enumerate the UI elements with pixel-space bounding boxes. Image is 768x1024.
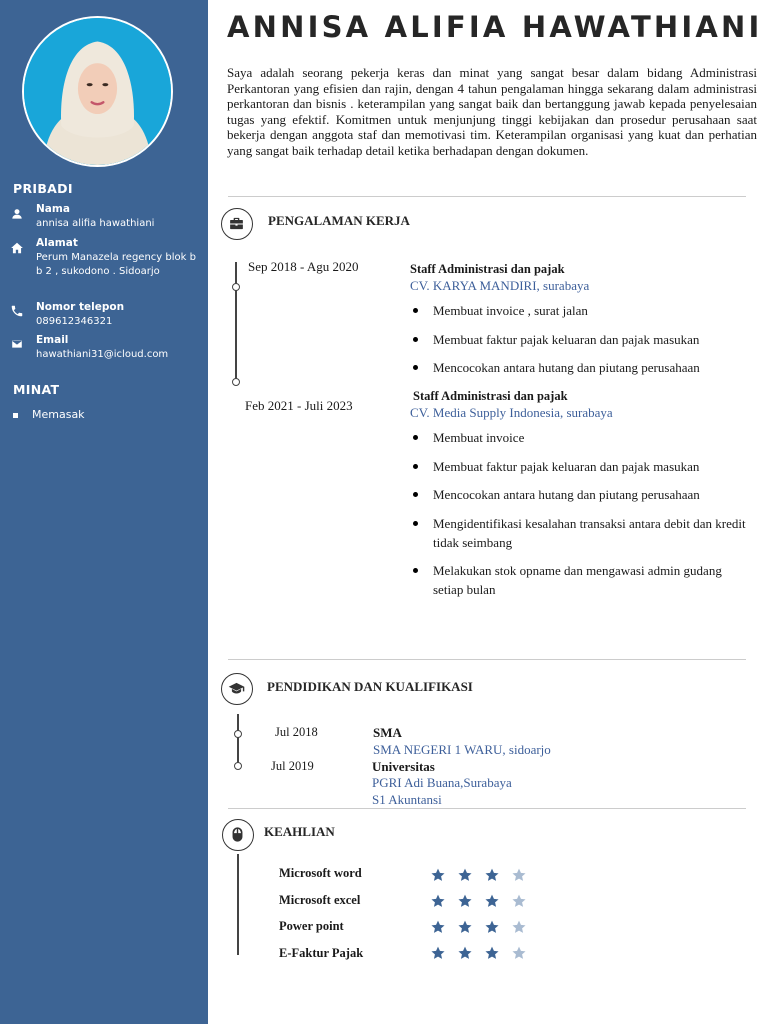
skill-name: E-Faktur Pajak	[279, 946, 364, 960]
star-empty-icon	[511, 867, 527, 883]
home-icon	[10, 241, 24, 255]
address-label: Alamat	[36, 237, 78, 249]
personal-heading: PRIBADI	[13, 181, 73, 196]
phone-label: Nomor telepon	[36, 301, 125, 313]
name-value: annisa alifia hawathiani	[36, 218, 155, 229]
list-item: Mencocokan antara hutang dan piutang perusahaan	[412, 358, 752, 377]
list-item: Melakukan stok opname dan mengawasi admin gudang setiap bulan	[412, 561, 752, 599]
skill-name: Microsoft excel	[279, 893, 361, 907]
school-name: PGRI Adi Buana,Surabaya	[372, 775, 512, 790]
skill-name: Microsoft word	[279, 866, 362, 880]
education-date: Jul 2019	[271, 759, 314, 773]
square-bullet-icon	[13, 413, 18, 418]
star-filled-icon	[430, 945, 446, 961]
star-filled-icon	[457, 867, 473, 883]
skill-name: Power point	[279, 919, 344, 933]
star-empty-icon	[511, 919, 527, 935]
briefcase-icon	[221, 208, 253, 240]
profile-photo	[22, 16, 173, 167]
job-dates: Sep 2018 - Agu 2020	[248, 259, 359, 274]
education-level: Universitas	[372, 759, 435, 774]
timeline-dot	[232, 378, 240, 386]
mouse-icon	[222, 819, 254, 851]
list-item: Membuat invoice , surat jalan	[412, 301, 752, 320]
experience-heading: PENGALAMAN KERJA	[268, 213, 410, 228]
duty-list	[412, 428, 752, 609]
phone-value: 089612346321	[36, 316, 113, 327]
job-title: Staff Administrasi dan pajak	[413, 389, 568, 403]
star-filled-icon	[430, 919, 446, 935]
interests-heading: MINAT	[13, 382, 60, 397]
education-level: SMA	[373, 725, 402, 740]
star-filled-icon	[484, 893, 500, 909]
job-title: Staff Administrasi dan pajak	[410, 262, 565, 276]
timeline-line	[237, 714, 239, 766]
star-filled-icon	[430, 893, 446, 909]
list-item: Membuat invoice	[412, 428, 752, 447]
graduation-cap-icon	[221, 673, 253, 705]
candidate-name: ANNISA ALIFIA HAWATHIANI	[227, 10, 763, 44]
star-filled-icon	[430, 867, 446, 883]
address-value: Perum Manazela regency blok b b 2 , sukodono . Sidoarjo	[36, 252, 196, 277]
star-empty-icon	[511, 945, 527, 961]
timeline-dot	[234, 730, 242, 738]
skills-heading: KEAHLIAN	[264, 824, 335, 839]
list-item: Mencocokan antara hutang dan piutang perusahaan	[412, 485, 752, 504]
star-filled-icon	[484, 867, 500, 883]
timeline-dot	[234, 762, 242, 770]
email-value: hawathiani31@icloud.com	[36, 349, 169, 360]
list-item: Membuat faktur pajak keluaran dan pajak masukan	[412, 457, 752, 476]
star-filled-icon	[484, 945, 500, 961]
sidebar	[0, 0, 208, 1024]
email-label: Email	[36, 334, 69, 346]
divider	[228, 196, 746, 197]
phone-icon	[10, 304, 24, 318]
star-filled-icon	[457, 919, 473, 935]
timeline-line	[235, 262, 237, 382]
major-name: S1 Akuntansi	[372, 792, 442, 807]
star-filled-icon	[457, 893, 473, 909]
list-item: Membuat faktur pajak keluaran dan pajak masukan	[412, 330, 752, 349]
name-label: Nama	[36, 203, 70, 215]
school-name: SMA NEGERI 1 WARU, sidoarjo	[373, 742, 551, 757]
timeline-dot	[232, 283, 240, 291]
interest-item: Memasak	[13, 408, 85, 421]
education-date: Jul 2018	[275, 725, 318, 739]
star-filled-icon	[457, 945, 473, 961]
company-name: CV. Media Supply Indonesia, surabaya	[410, 405, 613, 420]
education-heading: PENDIDIKAN DAN KUALIFIKASI	[267, 679, 473, 694]
divider	[228, 808, 746, 809]
star-empty-icon	[511, 893, 527, 909]
profile-summary: Saya adalah seorang pekerja keras dan minat yang sangat besar dalam bidang Administrasi Perkantoran yang efisien dan rajin, dengan 4 tahun pengalaman hingga sekarang dalam administrasi perkantoran dan bisnis . keterampilan yang sangat baik dan bertanggung jawab kepada penyelesaian tugas yang efektif. Komitmen untuk menjunjung tinggi kebijakan dan prosedur perusahaan saat bekerja dengan anggota staf dan memotivasi tim. Keterampilan organisasi yang kuat dan perhatian yang sangat baik terhadap detail ketika berhadapan dengan dokumen.	[227, 65, 757, 158]
list-item: Mengidentifikasi kesalahan transaksi antara debit dan kredit tidak seimbang	[412, 514, 752, 552]
envelope-icon	[10, 337, 24, 351]
person-icon	[10, 207, 24, 221]
duty-list	[412, 301, 752, 387]
job-dates: Feb 2021 - Juli 2023	[245, 398, 353, 413]
divider	[228, 659, 746, 660]
timeline-line	[237, 854, 239, 955]
star-filled-icon	[484, 919, 500, 935]
company-name: CV. KARYA MANDIRI, surabaya	[410, 278, 590, 293]
